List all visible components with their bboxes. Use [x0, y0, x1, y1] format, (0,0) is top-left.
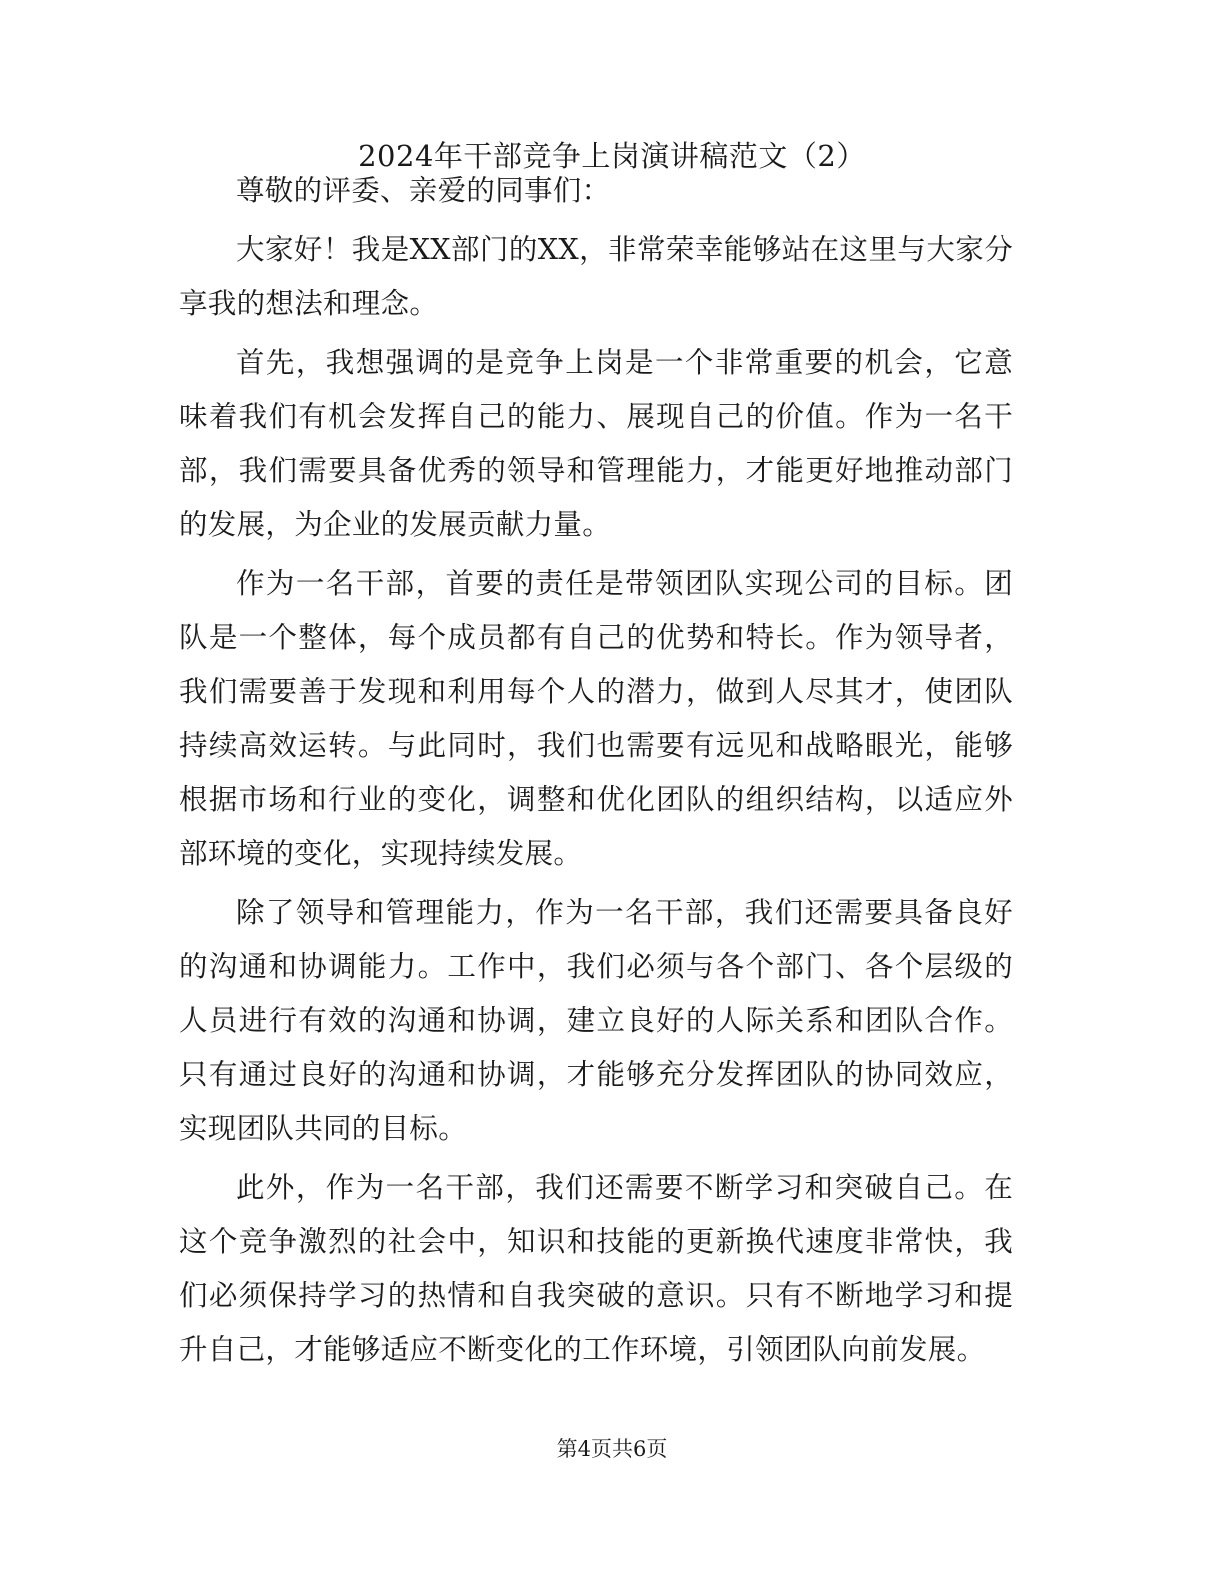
salutation-paragraph: 尊敬的评委、亲爱的同事们：: [236, 174, 611, 207]
body-paragraph-1: 首先，我想强调的是竞争上岗是一个非常重要的机会，它意味着我们有机会发挥自己的能力、展现自己的价值。作为一名干部，我们需要具备优秀的领导和管理能力，才能更好地推动部门的发展，为企业的发展贡献力量。: [179, 346, 1013, 541]
body-paragraph-4: 此外，作为一名干部，我们还需要不断学习和突破自己。在这个竞争激烈的社会中，知识和技能的更新换代速度非常快，我们必须保持学习的热情和自我突破的意识。只有不断地学习和提升自己，才能够适应不断变化的工作环境，引领团队向前发展。: [179, 1171, 1013, 1366]
page-number-footer: 第4页共6页: [556, 1437, 668, 1461]
document-title: 2024年干部竞争上岗演讲稿范文（2）: [358, 139, 866, 173]
body-paragraph-3: 除了领导和管理能力，作为一名干部，我们还需要具备良好的沟通和协调能力。工作中，我们必须与各个部门、各个层级的人员进行有效的沟通和协调，建立良好的人际关系和团队合作。只有通过良好的沟通和协调，才能够充分发挥团队的协同效应，实现团队共同的目标。: [179, 896, 1013, 1145]
body-paragraph-2: 作为一名干部，首要的责任是带领团队实现公司的目标。团队是一个整体，每个成员都有自己的优势和特长。作为领导者，我们需要善于发现和利用每个人的潜力，做到人尽其才，使团队持续高效运转。与此同时，我们也需要有远见和战略眼光，能够根据市场和行业的变化，调整和优化团队的组织结构，以适应外部环境的变化，实现持续发展。: [179, 567, 1013, 870]
greeting-paragraph: 大家好！我是XX部门的XX，非常荣幸能够站在这里与大家分享我的想法和理念。: [179, 233, 1013, 320]
document-body: [179, 164, 1013, 1377]
